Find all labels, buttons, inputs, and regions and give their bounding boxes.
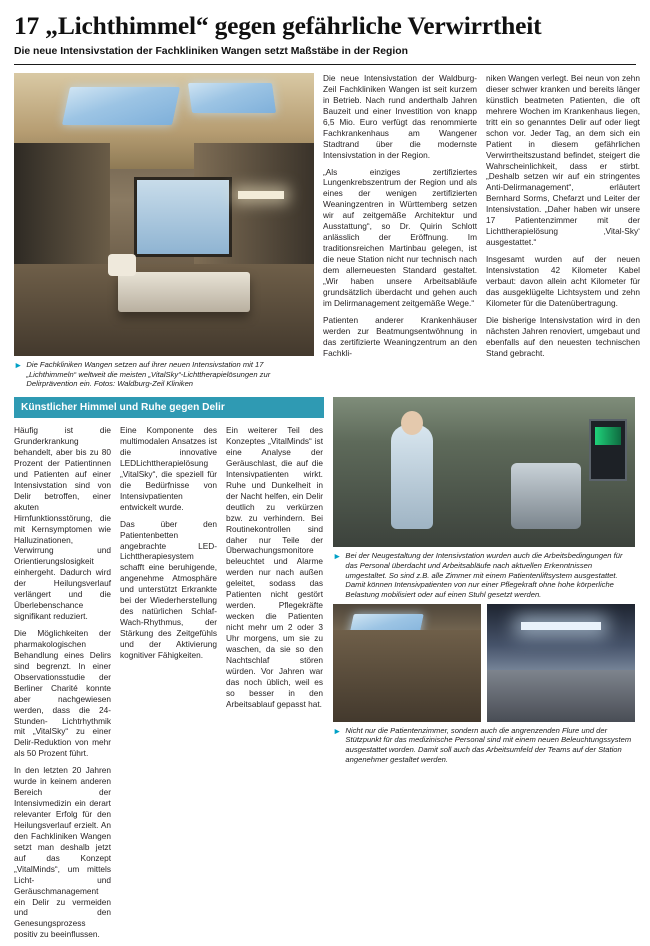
caption-main-photo xyxy=(14,360,314,389)
ceiling-light-icon xyxy=(521,622,601,630)
caption-marker-icon: ► xyxy=(333,551,342,562)
intro-column-1 xyxy=(323,73,477,364)
paragraph: Die Möglichkeiten der pharmakologischen Behandlung eines Delirs sind begrenzt. In einer Observationsstudie der Berliner Charité konnte aber nachgewiesen werden, dass die 24-Stunden- Lichtrhythmik mit „VitalSky“ zu einer Delir-Reduktion von mehr als 50 Prozent führt. xyxy=(14,628,111,759)
paragraph: In den letzten 20 Jahren wurde in keinem anderen Bereich der Intensivmedizin ein derart relevanter Erfolg für den Heilungsverlauf erzielt. An den Fachkliniken Wangen setzt man deshalb jetzt auf das Konzept „VitalMinds“, um mittels Licht- und Geräuschmanagement ein Delir zu vermeiden und den Genesungsprozess positiv zu beeinflussen. xyxy=(14,765,111,940)
feature-column-2 xyxy=(120,425,217,946)
caption-marker-icon: ► xyxy=(14,360,23,371)
monitor-icon xyxy=(589,419,627,481)
main-photo-column xyxy=(14,73,314,389)
header-divider xyxy=(14,64,636,65)
paragraph: Insgesamt wurden auf der neuen Intensivstation 42 Kilometer Kabel verbaut: davon allein acht Kilometer für das ausgeklügelte Lichtsystem und zehn Kilometer für die Datenübertragung. xyxy=(486,254,640,308)
photo-corridor xyxy=(487,604,635,722)
paragraph: Patienten anderer Krankenhäuser werden zur Beatmungsentwöhnung in das zertifizierte Weaningzentrum an den Fachkli- xyxy=(323,314,477,358)
feature-column-1 xyxy=(14,425,111,946)
photo-patient-room xyxy=(333,604,481,722)
paragraph: Die neue Intensivstation der Waldburg-Zeil Fachkliniken Wangen ist seit kurzem in Betrieb. Nach rund anderthalb Jahren Bauzeit und einer Investition von knapp 6,5 Mio. Euro verfügt das renommierte Fachkrankenhaus am Wangener Stadtrand über die modernste Intensivstation in der Region. xyxy=(323,73,477,160)
paragraph: Das über den Patientenbetten angebrachte LED-Lichttherapiesystem schafft eine beruhigende, angenehme Atmosphäre und unterstützt Erkrankte bei der Wiederherstellung des natürlichen Schlaf-Wach-Rhythmus, der Stärkung des Zeitgefühls und der Aktivierung kognitiver Fähigkeiten. xyxy=(120,518,217,660)
light-sky-panel-icon xyxy=(62,87,180,125)
photo-patient-lift xyxy=(333,397,635,547)
paragraph: „Als einziges zertifiziertes Lungenkrebszentrum der Region und als eines der wenigen zertifizierten Weaningzentren in Württemberg setzen wir auf zeitgemäße Architektur und Ausstattung“, so Dr. Quirin Schlott anlässlich der Eröffnung. Im traditionsreichen Martinbau gelegen, ist die neue Station nicht nur technisch nach dem allerneuesten Standard gestaltet. „Wir haben unsere Arbeitsabläufe grundsätzlich überdacht und gehen auch im Delirmanagement zeitgemäße Wege.“ xyxy=(323,166,477,308)
paragraph: Häufig ist die Grunderkrankung behandelt, aber bis zu 80 Prozent der Patientinnen und Patienten auf einer Intensivstation sind von Delir betroffen, einer akuten Hirnfunktionsstörung, die mit Kernsymptomen wie Halluzinationen, Verwirrung und Orientierungslosigkeit einhergeht. Dadurch wird der Heilungsverlauf verlängert und die Überlebenschance signifikant reduziert. xyxy=(14,425,111,622)
window-icon xyxy=(134,177,232,257)
nurse-figure-icon xyxy=(391,425,433,529)
photo-block-room2 xyxy=(333,604,481,722)
feature-column-3 xyxy=(226,425,323,946)
floor-shape-icon xyxy=(333,630,481,722)
caption-marker-icon: ► xyxy=(333,725,342,736)
photo-column-right xyxy=(333,397,635,764)
paragraph: niken Wangen verlegt. Bei neun von zehn dieser schwer kranken und bereits länger künstlich beatmeten Patienten, die oft mehrere Wochen im Krankenhaus liegen, tritt ein so genanntes Delir auf oder liegt schon vor. Jeder Tag, an dem sich ein Patient in diesem gefährlichen Verwirrtheitszustand befindet, steigert die Wahrscheinlichkeit, dass er stirbt. „Deshalb setzen wir auf ein stringentes Anti-Delirmanagement“, erläutert Bernhard Sorms, Chefarzt und Leiter der Intensivstation. „Daher haben wir unsere 17 Patientenzimmer mit der Lichttherapielösung ‚Vital-Sky‘ ausgestattet.“ xyxy=(486,73,640,248)
light-sky-panel-icon xyxy=(188,83,276,113)
top-section xyxy=(14,73,640,389)
photo-credit: Fotos: Waldburg-Zeil Kliniken xyxy=(93,379,194,389)
paragraph: Eine Komponente des multimodalen Ansatzes ist die innovative LEDLichttherapielösung „VitalSky“, die speziell für die Bedürfnisse von Intensivpatienten entwickelt wurde. xyxy=(120,425,217,512)
paragraph: Die bisherige Intensivstation wird in den nächsten Jahren renoviert, umgebaut und ebenfalls auf den neuesten technischen Stand gebracht. xyxy=(486,314,640,358)
patient-chair-icon xyxy=(511,463,581,529)
feature-block xyxy=(14,397,324,946)
caption-text: Nicht nur die Patientenzimmer, sondern auch die angrenzenden Flure und der Stützpunkt für das medizinische Personal sind mit einem neuen Beleuchtungssystem ausgestattet worden. Damit soll auch das Arbeitsumfeld der Teams auf der Station angenehmer gestaltet werden. xyxy=(345,725,632,764)
photo-block-therapy xyxy=(333,397,635,600)
page-subtitle: Die neue Intensivstation der Fachkliniken Wangen setzt Maßstäbe in der Region xyxy=(14,45,408,57)
lamp-icon xyxy=(238,191,284,199)
section-banner: Künstlicher Himmel und Ruhe gegen Delir xyxy=(14,397,324,418)
caption-therapy-photo xyxy=(333,551,635,600)
floor-shape-icon xyxy=(487,670,635,722)
photo-icu-room xyxy=(14,73,314,356)
hospital-bed-icon xyxy=(118,272,250,312)
caption-corridor-photo xyxy=(333,726,635,765)
paragraph: Ein weiterer Teil des Konzeptes „VitalMinds“ ist eine Analyse der Geräuschlast, die auf die Intensivpatienten wirkt. Ruhe und Dunkelheit in der Nacht helfen, ein Delir deutlich zu verkürzen bzw. zu verhindern. Bei Routinekontrollen sind daher nur Teile der Überwachungsmonitore beleuchtet und Alarme werden nur nach außen geleitet, sodass das Patienten nicht gestört werden. Pflegekräfte wecken die Patienten nicht mehr um 2 oder 3 Uhr morgens, um sie zu waschen, da sie so den Nachtschlaf stören würden. Vor Jahren war das noch üblich, weil es so besser in den Arbeitsablauf gepasst hat. xyxy=(226,425,323,709)
caption-text: Bei der Neugestaltung der Intensivstation wurden auch die Arbeitsbedingungen für das Personal überdacht und Arbeitsabläufe nach aktuellen Erkenntnissen umgestaltet. So sind z.B. alle Zimmer mit einem Patientenliftsystem ausgestattet. Damit können Intensivpatienten von nur einer Pflegekraft ohne hohe körperliche Belastung mobilisiert oder auf einen Stuhl gesetzt werden. xyxy=(345,551,623,600)
photo-block-room3 xyxy=(487,604,635,722)
lower-section xyxy=(14,397,636,946)
photo-pair xyxy=(333,604,635,722)
page-title: 17 „Lichthimmel“ gegen gefährliche Verwirrtheit xyxy=(14,11,542,40)
nurse-head-icon xyxy=(401,411,423,435)
feature-columns xyxy=(14,425,324,946)
intro-column-2 xyxy=(486,73,640,364)
caption-text: Die Fachkliniken Wangen setzen auf ihrer neuen Intensivstation mit 17 „Lichthimmeln“ weltweit die meisten „VitalSky“-Lichttherapielösungen zur Delirprävention ein. xyxy=(26,360,271,389)
